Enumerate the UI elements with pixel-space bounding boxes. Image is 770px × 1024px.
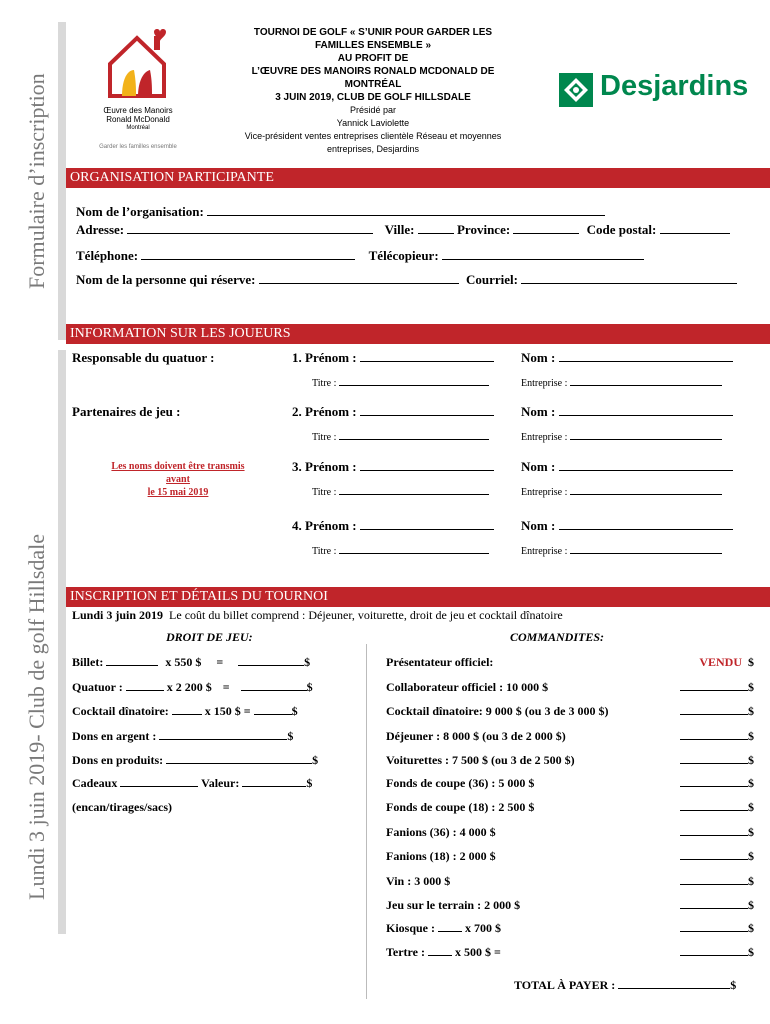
cocktail-total-field[interactable] <box>254 704 292 715</box>
player-1-prenom-field[interactable] <box>360 351 494 362</box>
player-4-entreprise-label: Entreprise : <box>521 546 568 557</box>
player-3-prenom-field[interactable] <box>360 460 494 471</box>
deadline-note-line2: avant <box>166 474 190 485</box>
org-city-label: Ville: <box>384 222 415 237</box>
player-3-nom-row: Nom : <box>521 459 733 475</box>
total-row <box>514 978 736 993</box>
tournament-includes: Le coût du billet comprend : Déjeuner, voiturette, droit de jeu et cocktail dînatoire <box>169 608 563 622</box>
org-contact-label: Nom de la personne qui réserve: <box>76 272 256 287</box>
quatuor-total-field[interactable] <box>241 680 307 691</box>
player-4-nom-label: Nom <box>521 518 548 533</box>
player-4-titre-label: Titre : <box>312 546 337 557</box>
sponsor-row <box>386 849 496 864</box>
cadeaux-valeur-label: Valeur: <box>201 776 240 790</box>
sponsor-row <box>386 825 496 840</box>
sponsor-value <box>680 753 754 768</box>
rmh-logo <box>78 26 198 156</box>
player-2-titre-row <box>312 431 489 443</box>
side-bar-top <box>58 22 66 340</box>
rmh-tagline: Garder les familles ensemble <box>99 144 177 150</box>
sponsor-amount-field[interactable] <box>680 825 748 836</box>
billet-total-field[interactable] <box>238 655 304 666</box>
sponsor-amount-field[interactable] <box>680 849 748 860</box>
org-fax-label: Télécopieur: <box>368 248 439 263</box>
sponsor-amount-field[interactable] <box>680 921 748 932</box>
sponsor-row <box>386 800 534 815</box>
sponsor-value <box>680 776 754 791</box>
org-postal-field[interactable] <box>660 223 730 234</box>
org-email-label: Courriel: <box>465 272 518 287</box>
sponsor-end: $ <box>748 655 754 669</box>
sponsor-value <box>680 874 754 889</box>
quatuor-qty-field[interactable] <box>126 680 164 691</box>
org-postal-label: Code postal: <box>586 222 657 237</box>
player-2-titre-label: Titre : <box>312 432 337 443</box>
total-end: $ <box>730 978 737 992</box>
player-4-titre-row <box>312 545 489 557</box>
side-title-bottom: Lundi 3 juin 2019- Club de golf Hillsdale <box>24 533 49 901</box>
sponsor-label: Tertre : <box>386 945 425 959</box>
sponsor-qty-field[interactable] <box>438 921 462 932</box>
player-1-entreprise-field[interactable] <box>570 377 722 386</box>
left-item-row <box>72 776 312 791</box>
player-1-nom-row: Nom : <box>521 350 733 366</box>
player-3-titre-row <box>312 486 489 498</box>
player-3-nom-label: Nom <box>521 459 548 474</box>
player-2-entreprise-field[interactable] <box>570 431 722 440</box>
sponsor-row <box>386 776 534 791</box>
total-label: TOTAL À PAYER : <box>514 978 616 992</box>
deadline-note-line1: Les noms doivent être transmis <box>111 461 245 472</box>
section-joueurs: INFORMATION SUR LES JOUEURS <box>66 324 770 344</box>
sponsor-label: Kiosque : <box>386 921 436 935</box>
sponsor-label: Cocktail dînatoire: 9 000 $ (ou 3 de 3 000 $) <box>386 704 609 718</box>
org-province-field[interactable] <box>513 223 579 234</box>
player-1-nom-label: Nom <box>521 350 548 365</box>
org-contact-row <box>76 272 737 288</box>
org-phone-field[interactable] <box>141 249 355 260</box>
deadline-note <box>88 460 268 499</box>
sponsor-end: $ <box>748 776 754 790</box>
header-line7: Présidé par <box>349 105 397 115</box>
sponsor-row <box>386 704 608 719</box>
sponsor-end: $ <box>748 704 754 718</box>
player-1-titre-row <box>312 377 489 389</box>
sponsor-label: Voiturettes : 7 500 $ (ou 3 de 2 500 $) <box>386 753 575 767</box>
desjardins-icon <box>558 72 594 108</box>
player-3-titre-label: Titre : <box>312 487 337 498</box>
dons-produits-field[interactable] <box>166 753 312 764</box>
left-note: (encan/tirages/sacs) <box>72 800 172 814</box>
sponsor-label: Collaborateur officiel : 10 000 $ <box>386 680 549 694</box>
sponsor-amount-field[interactable] <box>680 753 748 764</box>
sponsor-row <box>386 921 501 936</box>
partners-label: Partenaires de jeu : <box>72 404 181 419</box>
sponsor-sold-badge: VENDU <box>699 655 742 669</box>
org-phone-row <box>76 248 644 264</box>
player-4-entreprise-field[interactable] <box>570 545 722 554</box>
player-1-titre-label: Titre : <box>312 378 337 389</box>
rmh-line2: Ronald McDonald <box>106 115 170 124</box>
sponsor-end: $ <box>748 729 754 743</box>
cocktail-qty-field[interactable] <box>172 704 202 715</box>
player-3-prenom-label: 3. Prénom <box>292 459 350 474</box>
sponsor-amount-field[interactable] <box>680 729 748 740</box>
dons-argent-field[interactable] <box>159 729 287 740</box>
quatuor-label: Quatuor : <box>72 680 123 694</box>
sponsor-row <box>386 729 566 744</box>
sponsor-end: $ <box>748 921 754 935</box>
player-2-nom-field[interactable] <box>559 405 733 416</box>
tournament-date: Lundi 3 juin 2019 <box>72 608 164 622</box>
header-line8: Yannick Laviolette <box>336 118 410 128</box>
dons-produits-end: $ <box>312 753 319 767</box>
org-name-label: Nom de l’organisation: <box>76 204 204 219</box>
sponsor-end: $ <box>748 898 754 912</box>
player-3-entreprise-field[interactable] <box>570 486 722 495</box>
org-email-field[interactable] <box>521 273 737 284</box>
sponsor-mid: x 700 $ <box>465 921 502 935</box>
left-item-row <box>72 680 313 695</box>
desjardins-name: Desjardins <box>600 70 749 102</box>
player-4-prenom-label: 4. Prénom <box>292 518 350 533</box>
billet-end: $ <box>304 655 311 669</box>
sponsor-amount-field[interactable] <box>680 800 748 811</box>
player-1-prenom-label: 1. Prénom <box>292 350 350 365</box>
sponsor-label: Déjeuner : 8 000 $ (ou 3 de 2 000 $) <box>386 729 566 743</box>
player-3-entreprise-row <box>521 486 722 498</box>
player-3-entreprise-label: Entreprise : <box>521 487 568 498</box>
org-address-label: Adresse: <box>76 222 125 237</box>
player-3-prenom-row: 3. Prénom : <box>292 459 494 475</box>
sponsor-end: $ <box>748 825 754 839</box>
cadeaux-field[interactable] <box>120 776 198 787</box>
sponsor-value <box>680 729 754 744</box>
sponsor-label: Fonds de coupe (36) : 5 000 $ <box>386 776 535 790</box>
cadeaux-end: $ <box>306 776 313 790</box>
sponsor-value <box>680 680 754 695</box>
sponsor-end: $ <box>748 753 754 767</box>
sponsor-label: Présentateur officiel: <box>386 655 494 669</box>
player-4-entreprise-row <box>521 545 722 557</box>
header-line10: entreprises, Desjardins <box>326 144 420 154</box>
sponsor-amount-field[interactable] <box>680 776 748 787</box>
column-divider <box>366 644 367 999</box>
sponsor-value <box>680 849 754 864</box>
deadline-note-line3: le 15 mai 2019 <box>147 487 209 498</box>
sponsor-end: $ <box>748 849 754 863</box>
billet-eq: = <box>216 655 224 669</box>
tournament-info <box>72 608 563 623</box>
player-1-prenom-row: 1. Prénom : <box>292 350 494 366</box>
header-line5: MONTRÉAL <box>344 79 402 90</box>
player-4-prenom-field[interactable] <box>360 519 494 530</box>
sponsor-value <box>680 898 754 913</box>
player-4-nom-row: Nom : <box>521 518 733 534</box>
player-2-prenom-label: 2. Prénom <box>292 404 350 419</box>
billet-label: Billet: <box>72 655 104 669</box>
sponsor-qty-field[interactable] <box>428 945 452 956</box>
sponsor-value <box>680 921 754 936</box>
player-4-prenom-row: 4. Prénom : <box>292 518 494 534</box>
player-3-nom-field[interactable] <box>559 460 733 471</box>
sponsor-row <box>386 753 575 768</box>
sponsor-label: Fanions (18) : 2 000 $ <box>386 849 496 863</box>
total-field[interactable] <box>618 978 730 989</box>
sponsor-amount-field[interactable] <box>680 680 748 691</box>
player-4-nom-field[interactable] <box>559 519 733 530</box>
player-2-nom-label: Nom <box>521 404 548 419</box>
org-address-field[interactable] <box>127 223 373 234</box>
dons-argent-end: $ <box>287 729 294 743</box>
sponsor-value <box>699 655 754 670</box>
player-4-titre-field[interactable] <box>339 545 489 554</box>
dons-produits-label: Dons en produits: <box>72 753 164 767</box>
player-2-prenom-field[interactable] <box>360 405 494 416</box>
player-2-prenom-row: 2. Prénom : <box>292 404 494 420</box>
sponsor-row <box>386 680 548 695</box>
org-name-row <box>76 204 605 220</box>
sponsor-row <box>386 874 450 889</box>
sponsor-row <box>386 655 493 670</box>
player-1-entreprise-label: Entreprise : <box>521 378 568 389</box>
player-1-nom-field[interactable] <box>559 351 733 362</box>
header-line1: TOURNOI DE GOLF « S’UNIR POUR GARDER LES <box>253 27 493 38</box>
header-block <box>212 26 534 156</box>
left-item-row <box>72 655 310 670</box>
org-contact-field[interactable] <box>259 273 459 284</box>
quatuor-eq: = <box>222 680 230 694</box>
left-item-row <box>72 753 318 768</box>
sponsor-label: Fonds de coupe (18) : 2 500 $ <box>386 800 535 814</box>
sponsor-end: $ <box>748 800 754 814</box>
sponsor-end: $ <box>748 945 754 959</box>
sponsor-value <box>680 825 754 840</box>
left-item-row <box>72 704 298 719</box>
org-province-label: Province: <box>456 222 511 237</box>
left-header: DROIT DE JEU: <box>166 630 253 644</box>
player-2-nom-row: Nom : <box>521 404 733 420</box>
cadeaux-label: Cadeaux <box>72 776 118 790</box>
side-bar-bottom <box>58 350 66 934</box>
cocktail-label: Cocktail dînatoire: <box>72 704 169 718</box>
cocktail-end: $ <box>291 704 298 718</box>
player-3-titre-field[interactable] <box>339 486 489 495</box>
sponsor-amount-field[interactable] <box>680 874 748 885</box>
header-line3: AU PROFIT DE <box>337 53 409 64</box>
section-tournoi: INSCRIPTION ET DÉTAILS DU TOURNOI <box>66 587 770 607</box>
player-2-titre-field[interactable] <box>339 431 489 440</box>
header-line2: FAMILLES ENSEMBLE » <box>314 40 432 51</box>
sponsor-row <box>386 898 520 913</box>
sponsor-amount-field[interactable] <box>680 704 748 715</box>
sponsor-mid: x 500 $ = <box>454 945 501 959</box>
left-item-row <box>72 729 293 744</box>
org-name-field[interactable] <box>207 205 605 216</box>
sponsor-row <box>386 945 501 960</box>
right-header: COMMANDITES: <box>510 630 605 644</box>
org-city-field[interactable] <box>418 223 454 234</box>
captain-label: Responsable du quatuor : <box>72 350 215 365</box>
org-address-row <box>76 222 730 238</box>
billet-price: x 550 $ <box>165 655 202 669</box>
sponsor-value <box>680 704 754 719</box>
sponsor-value <box>680 800 754 815</box>
section-organisation: ORGANISATION PARTICIPANTE <box>66 168 770 188</box>
dons-argent-label: Dons en argent : <box>72 729 157 743</box>
sponsor-amount-field[interactable] <box>680 945 748 956</box>
sponsor-value <box>680 945 754 960</box>
quatuor-end: $ <box>306 680 313 694</box>
billet-qty-field[interactable] <box>106 655 158 666</box>
sponsor-end: $ <box>748 874 754 888</box>
org-phone-label: Téléphone: <box>76 248 139 263</box>
sponsor-label: Fanions (36) : 4 000 $ <box>386 825 496 839</box>
header-line4: L’ŒUVRE DES MANOIRS RONALD MCDONALD DE <box>251 66 495 77</box>
player-1-titre-field[interactable] <box>339 377 489 386</box>
sponsor-label: Jeu sur le terrain : 2 000 $ <box>386 898 521 912</box>
desjardins-logo <box>558 70 748 110</box>
rmh-line1: Œuvre des Manoirs <box>103 106 173 115</box>
sponsor-amount-field[interactable] <box>680 898 748 909</box>
cocktail-price: x 150 $ = <box>204 704 251 718</box>
player-2-entreprise-row <box>521 431 722 443</box>
sponsor-end: $ <box>748 680 754 694</box>
cadeaux-valeur-field[interactable] <box>242 776 306 787</box>
quatuor-price: x 2 200 $ <box>166 680 212 694</box>
side-title-top: Formulaire d’inscription <box>24 73 49 289</box>
sponsor-label: Vin : 3 000 $ <box>386 874 451 888</box>
header-line9: Vice-président ventes entreprises clientèle Réseau et moyennes <box>244 131 502 141</box>
player-1-entreprise-row <box>521 377 722 389</box>
player-2-entreprise-label: Entreprise : <box>521 432 568 443</box>
header-line6: 3 JUIN 2019, CLUB DE GOLF HILLSDALE <box>275 92 471 103</box>
house-hands-icon <box>102 26 172 98</box>
org-fax-field[interactable] <box>442 249 644 260</box>
rmh-line3: Montréal <box>126 125 150 131</box>
